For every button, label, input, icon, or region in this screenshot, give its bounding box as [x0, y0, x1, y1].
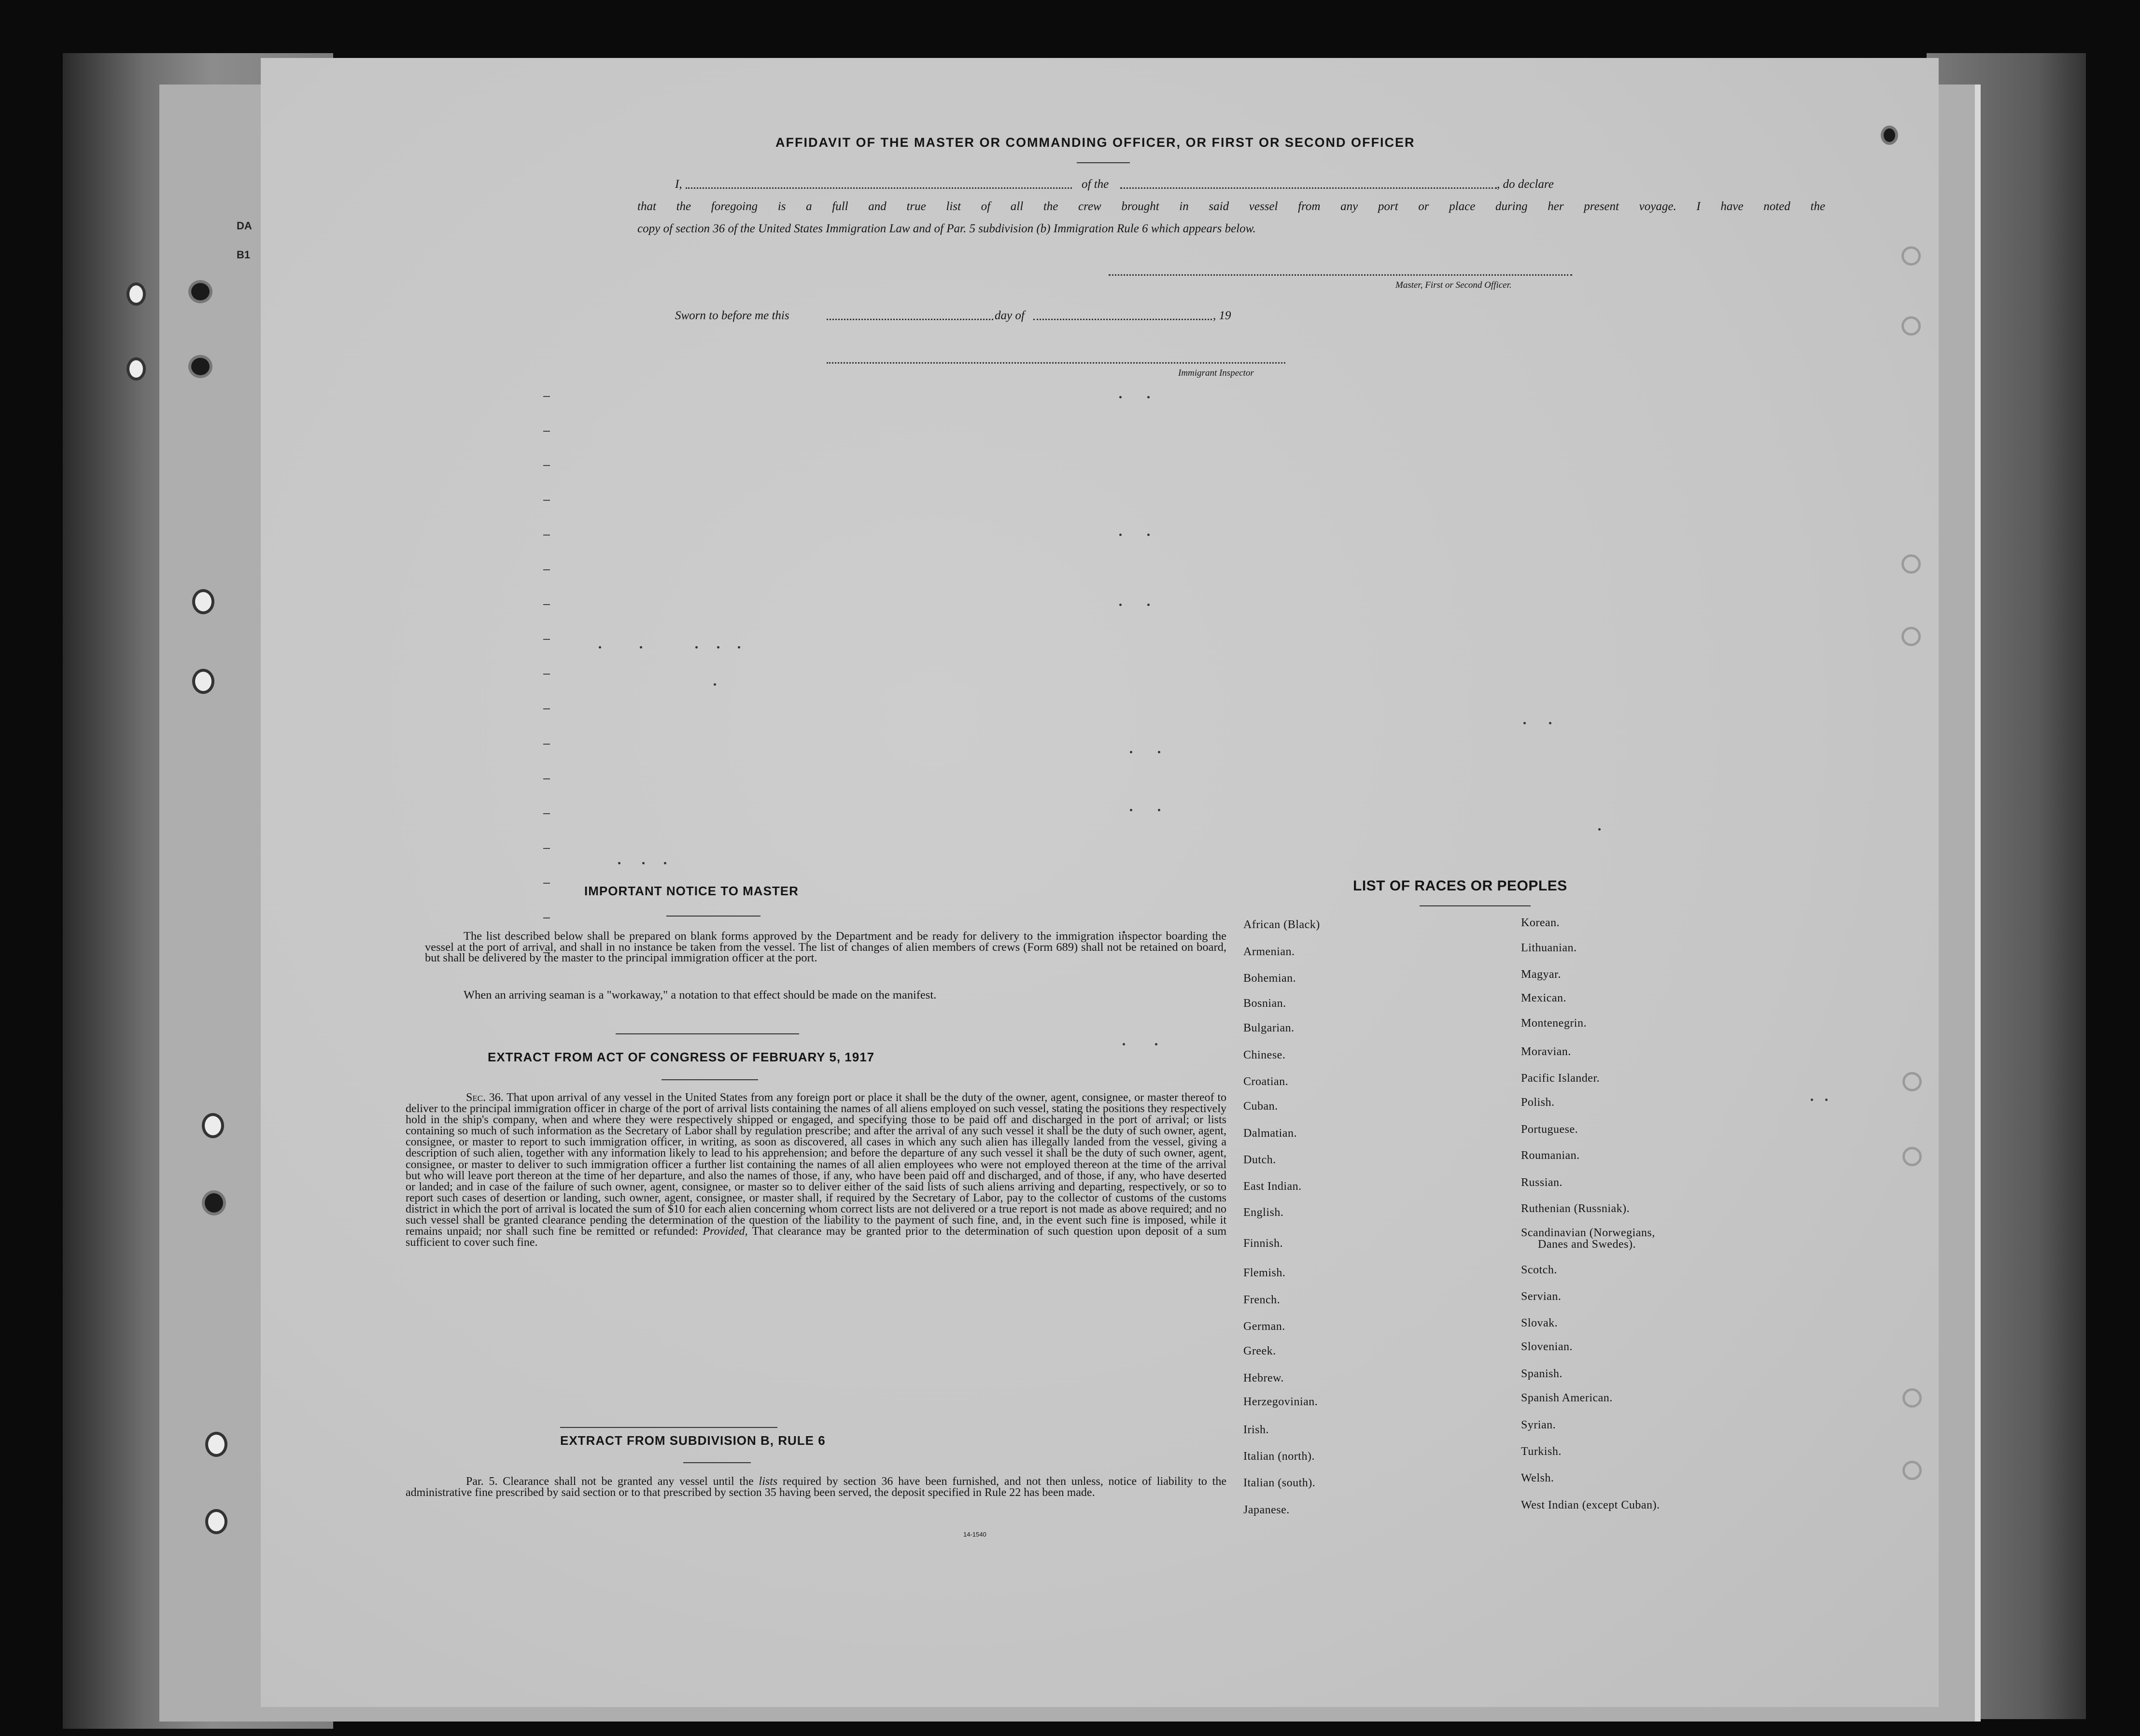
rule6-text-after: required by section 36 have been furnished, and not then unless, notice of liability to the administrative fine prescribed by said section or to that prescribed by section 35 having been served, the deposit specified in Rule 22 has been made.	[406, 1475, 1227, 1499]
race-item: Dalmatian.	[1243, 1127, 1297, 1140]
race-item: Bosnian.	[1243, 997, 1286, 1010]
races-rule	[1420, 905, 1531, 906]
extract-act-title: EXTRACT FROM ACT OF CONGRESS OF FEBRUARY 5, 1917	[488, 1050, 875, 1064]
notice-rule	[666, 916, 760, 917]
affidavit-i: I,	[675, 178, 682, 191]
margin-mark-bottom: B1	[237, 249, 251, 261]
extract-act-rule	[662, 1079, 758, 1080]
margin-tick	[543, 569, 550, 570]
race-item: Portuguese.	[1521, 1123, 1578, 1136]
race-item: German.	[1243, 1320, 1285, 1333]
margin-tick	[543, 396, 550, 397]
stray-mark	[618, 862, 620, 864]
race-item: Ruthenian (Russniak).	[1521, 1202, 1630, 1215]
race-item: Turkish.	[1521, 1445, 1562, 1458]
punch-hole	[1902, 1072, 1922, 1091]
sworn-year: , 19	[1213, 309, 1231, 322]
race-item: Cuban.	[1243, 1100, 1278, 1113]
binder-hole	[188, 280, 212, 303]
binder-hole	[192, 589, 214, 614]
title-rule	[1077, 162, 1130, 163]
race-item: Syrian.	[1521, 1419, 1556, 1431]
stray-mark	[640, 646, 642, 649]
race-item: Polish.	[1521, 1096, 1555, 1109]
race-item: Flemish.	[1243, 1267, 1286, 1279]
stray-mark	[1158, 751, 1160, 753]
race-item: Lithuanian.	[1521, 942, 1577, 954]
race-item: Croatian.	[1243, 1075, 1289, 1088]
binder-hole	[192, 669, 214, 694]
punch-hole	[1902, 1388, 1922, 1408]
race-item: Greek.	[1243, 1345, 1276, 1357]
margin-tick	[543, 639, 550, 640]
punch-hole	[1901, 627, 1921, 646]
race-item: Scotch.	[1521, 1264, 1557, 1276]
race-item: Roumanian.	[1521, 1149, 1580, 1162]
race-item: Dutch.	[1243, 1154, 1276, 1166]
stray-mark	[1147, 396, 1150, 398]
rule6-text-before: Par. 5. Clearance shall not be granted any vessel until the	[466, 1475, 754, 1488]
stray-mark	[714, 683, 716, 686]
race-item: African (Black)	[1243, 918, 1320, 931]
stray-mark	[599, 646, 601, 649]
margin-tick	[543, 744, 550, 745]
race-item: Mexican.	[1521, 992, 1566, 1004]
section-36-body: That upon arrival of any vessel in the United States from any foreign port or place it shall be the duty of the owner, agent, consignee, or master thereof to deliver to the principal immigration officer in charge of the port of arrival lists containing the names of all aliens employed on such vessel, stating the positions they respectively hold in the ship's company, when and where they were respectively shipped or engaged, and specifying those to be paid off and discharged in the port of arrival; or lists containing so much of such information as the Secretary of Labor shall by regulation prescribe; and after the arrival of any such vessel it shall be the duty of such owner, agent, consignee, or master to report to such immigration officer, in writing, as soon as discovered, all cases in which any such alien has illegally landed from the vessel, giving a description of such alien, together with any information likely to lead to his apprehension; and before the departure of any such vessel it shall be the duty of such owner, agent, consignee, or master to deliver to such immigration officer a further list containing the names of all alien employees who were not employed thereon at the time of the arrival but who will leave port thereon at the time of her departure, and also the names of those, if any, who have been paid off and discharged, and of those, if any, who have deserted or landed; and in case of the failure of such owner, agent, consignee, or master so to deliver either of the said lists of such aliens arriving and departing, respectively, or so to report such cases of desertion or landing, such owner, agent, consignee, or master shall, if required by the Secretary of Labor, pay to the collector of customs of the customs district in which the port of arrival is located the sum of $10 for each alien concerning whom correct lists are not delivered or a true report is not made as above required; and no such vessel shall be granted clearance pending the determination of the question of the liability to the payment of such fine, and, in the event such fine is imposed, while it remains unpaid; nor shall such fine be remitted or refunded:	[406, 1091, 1226, 1238]
margin-tick	[543, 917, 550, 918]
name-field[interactable]	[686, 187, 1072, 189]
rule6-paragraph	[406, 1476, 1226, 1498]
section-36-label: Sec. 36.	[466, 1091, 504, 1104]
stray-mark	[1155, 1043, 1157, 1045]
race-item: Korean.	[1521, 917, 1560, 929]
stray-mark	[1123, 1043, 1125, 1045]
stray-mark	[1119, 604, 1122, 606]
master-signature-field[interactable]	[1109, 274, 1572, 276]
affidavit-of-the: of the	[1082, 178, 1109, 191]
inspector-label: Immigrant Inspector	[1178, 368, 1254, 378]
stray-mark	[1147, 534, 1150, 536]
margin-tick	[543, 883, 550, 884]
race-item: Spanish American.	[1521, 1392, 1613, 1404]
race-item-continuation: Danes and Swedes).	[1538, 1238, 1636, 1251]
binder-hole	[205, 1509, 227, 1534]
rule6-lists: lists	[759, 1475, 778, 1488]
stray-mark	[1130, 751, 1132, 753]
stray-mark	[738, 646, 740, 649]
punch-hole	[1902, 1147, 1922, 1166]
binder-hole	[127, 282, 146, 306]
race-item: Slovenian.	[1521, 1341, 1573, 1353]
stray-mark	[1147, 604, 1150, 606]
margin-tick	[543, 604, 550, 605]
race-item: French.	[1243, 1294, 1281, 1306]
affidavit-declare: , do declare	[1497, 178, 1554, 191]
stray-mark	[1119, 534, 1122, 536]
race-item: Russian.	[1521, 1176, 1563, 1189]
race-item: Scandinavian (Norwegians,	[1521, 1227, 1655, 1239]
extract-rule-rule	[683, 1462, 751, 1463]
stray-mark	[1549, 722, 1551, 724]
binder-hole	[127, 357, 146, 381]
race-item: Spanish.	[1521, 1368, 1563, 1380]
punch-hole	[1902, 1461, 1922, 1480]
race-item: Irish.	[1243, 1424, 1269, 1436]
race-item: Herzegovinian.	[1243, 1396, 1318, 1408]
notice-paragraph-2: When an arriving seaman is a "workaway," a notation to that effect should be made on the manifest.	[464, 988, 937, 1002]
stray-mark	[1130, 809, 1132, 811]
binder-hole	[188, 355, 212, 378]
margin-tick	[543, 500, 550, 501]
race-item: Hebrew.	[1243, 1372, 1284, 1384]
affidavit-title: AFFIDAVIT OF THE MASTER OR COMMANDING OFFICER, OR FIRST OR SECOND OFFICER	[775, 135, 1415, 150]
sworn-prefix: Sworn to before me this	[675, 309, 789, 322]
punch-hole	[1881, 126, 1898, 145]
race-item: Moravian.	[1521, 1045, 1571, 1058]
race-item: Bohemian.	[1243, 972, 1296, 985]
notice-end-rule	[616, 1033, 799, 1034]
rule6-top-rule	[560, 1427, 777, 1428]
stray-mark	[642, 862, 645, 864]
race-item: Bulgarian.	[1243, 1022, 1295, 1034]
race-item: Italian (south).	[1243, 1477, 1316, 1489]
sworn-day-field[interactable]	[827, 319, 993, 320]
print-code: 14-1540	[963, 1531, 986, 1538]
master-signature-label: Master, First or Second Officer.	[1395, 280, 1512, 290]
races-title: LIST OF RACES OR PEOPLES	[1353, 878, 1567, 894]
notice-paragraph-1: The list described below shall be prepared on blank forms approved by the Department and be ready for delivery to the immigration inspector boarding the vessel at the port of arrival, and shall in no instance be taken from the vessel. The list of changes of alien members of crews (Form 689) shall not be retained on board, but shall be delivered by the master to the principal immigration officer at the port.	[425, 930, 1226, 964]
notice-title: IMPORTANT NOTICE TO MASTER	[584, 884, 799, 898]
stray-mark	[1825, 1099, 1828, 1101]
race-item: Welsh.	[1521, 1472, 1554, 1484]
race-item: Pacific Islander.	[1521, 1072, 1600, 1085]
race-item: Italian (north).	[1243, 1450, 1315, 1463]
stray-mark	[1598, 828, 1601, 831]
affidavit-line-2: that the foregoing is a full and true list of all the crew brought in said vessel from any port or place during her present voyage. I have noted the	[637, 200, 1825, 213]
punch-hole	[1901, 246, 1921, 266]
stray-mark	[1811, 1099, 1813, 1101]
race-item: Magyar.	[1521, 968, 1561, 981]
stray-mark	[717, 646, 719, 649]
stray-mark	[695, 646, 698, 649]
stray-mark	[664, 862, 666, 864]
affidavit-line-3: copy of section 36 of the United States Immigration Law and of Par. 5 subdivision (b) Immigration Rule 6 which appears below.	[637, 222, 1256, 235]
stray-mark	[1119, 396, 1122, 398]
stray-mark	[1523, 722, 1526, 724]
margin-tick	[543, 465, 550, 466]
proviso-text: That clearance may be granted prior to the determination of such question upon deposit of a sum sufficient to cover such fine.	[406, 1225, 1227, 1249]
section-36-text	[406, 1092, 1226, 1248]
vessel-field[interactable]	[1120, 187, 1497, 189]
margin-tick	[543, 848, 550, 849]
binder-hole	[202, 1190, 226, 1215]
sworn-day-of: day of	[995, 309, 1025, 322]
binder-hole	[202, 1113, 224, 1138]
proviso-label: Provided,	[703, 1225, 748, 1238]
race-item: Armenian.	[1243, 946, 1295, 958]
margin-tick	[543, 674, 550, 675]
margin-tick	[543, 431, 550, 432]
inspector-signature-field[interactable]	[827, 362, 1285, 364]
race-item: West Indian (except Cuban).	[1521, 1499, 1660, 1511]
race-item: Japanese.	[1243, 1504, 1290, 1516]
margin-tick	[543, 778, 550, 779]
race-item: Finnish.	[1243, 1237, 1283, 1250]
race-item: Servian.	[1521, 1290, 1562, 1303]
margin-mark-top: DA	[237, 220, 252, 232]
margin-tick	[543, 708, 550, 709]
stray-mark	[1158, 809, 1160, 811]
sworn-month-field[interactable]	[1033, 319, 1212, 320]
race-item: Montenegrin.	[1521, 1017, 1587, 1030]
binder-hole	[205, 1432, 227, 1457]
race-item: Chinese.	[1243, 1049, 1286, 1061]
race-item: English.	[1243, 1206, 1284, 1219]
race-item: East Indian.	[1243, 1180, 1302, 1193]
race-item: Slovak.	[1521, 1317, 1558, 1329]
punch-hole	[1901, 554, 1921, 574]
margin-tick	[543, 813, 550, 814]
manifest-page	[261, 58, 1939, 1707]
extract-rule-title: EXTRACT FROM SUBDIVISION B, RULE 6	[560, 1433, 826, 1448]
margin-tick	[543, 535, 550, 536]
punch-hole	[1901, 316, 1921, 336]
